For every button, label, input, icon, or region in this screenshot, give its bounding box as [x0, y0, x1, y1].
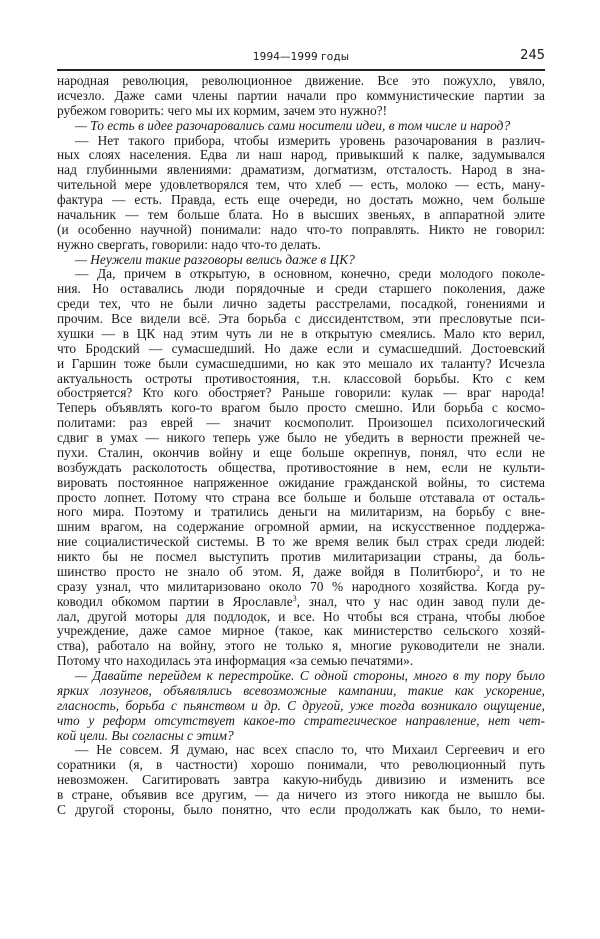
- text-line: исчезло. Даже сами члены партии начали про коммунистические партии за: [57, 87, 545, 103]
- text-line: Потому что находилась эта информация «за семью печатями».: [57, 653, 414, 669]
- text-line: рубежом говорить: чего мы их кормим, зачем это нужно?!: [57, 102, 388, 118]
- text-line: вировать постоянное напряженное ожидание гражданской войны, то система: [57, 474, 545, 490]
- text-line: актуальность остроты противостояния, т.н. классовой борьбы. Кто с кем: [57, 370, 545, 386]
- footnote-marker: 2: [476, 563, 480, 573]
- text-line: в стране, объявив все другим, — да ничего из этого никогда не вышло бы.: [57, 787, 545, 802]
- text-line: ных слоях населения. Едва ли наш народ, привыкший к палке, задумывался: [57, 147, 545, 163]
- text-line: — Нет такого прибора, чтобы измерить уровень разочарования в различ-: [75, 132, 545, 148]
- text-line: невозможен. Сагитировать завтра какую-нибудь дивизию и изменить все: [57, 772, 545, 788]
- text-line: ства), работало на войну, этого не только я, многие руководители не знали.: [57, 638, 545, 654]
- text-line: — Да, причем в открытую, в основном, конечно, среди молодого поколе-: [75, 266, 545, 282]
- footnote-marker: 3: [292, 593, 297, 603]
- question-line: — То есть в идее разочаровались сами носители идеи, в том числе и народ?: [75, 117, 511, 133]
- text-line: — Не совсем. Я думаю, нас всех спасло то, что Михаил Сергеевич и его: [75, 742, 545, 758]
- text-line: и Гаршин тоже были сумасшедшими, но как это мешало их таланту? Исчезла: [57, 355, 545, 371]
- text-line: нужно свергать, говорили: надо что-то делать.: [57, 236, 321, 252]
- text-line: С другой стороны, было понятно, что если продолжать как было, то неми-: [57, 801, 545, 817]
- text-line: никто бы не посмел выступить против милитаризации страны, да боль-: [57, 549, 545, 564]
- body-text: [57, 74, 545, 818]
- text-line: ного мира. Поэтому и тратились деньги на милитаризм, на борьбу с вне-: [57, 504, 545, 520]
- text-line: (и особенно научной) понимали: надо что-то поправлять. Никто не говорил:: [57, 221, 545, 237]
- text-line: что Бродский — сумасшедший. Но даже если и сумасшедший. Достоевский: [57, 340, 545, 356]
- question-line: кой цели. Вы согласны с этим?: [57, 727, 234, 743]
- text-segment: шинство просто не знало об этом. Я, даже войдя в Политбюро: [57, 563, 476, 579]
- text-segment: , знал, что у нас один завод пули де-: [296, 593, 546, 609]
- page-number: 245: [520, 48, 545, 63]
- text-line: сразу узнал, что милитаризовано около 70 % народного хозяйства. Когда ру-: [57, 578, 545, 594]
- text-line: обостряется? Кто кого обостряет? Раньше говорили: кулак — враг народа!: [57, 385, 545, 401]
- text-segment: ководил обкомом партии в Ярославле: [57, 593, 293, 609]
- text-line: народная революция, революционное движение. Все это пожухло, увяло,: [57, 73, 545, 88]
- text-line: чительной мере удовлетворялся тем, что хлеб — есть, молоко — есть, ману-: [57, 177, 545, 193]
- text-line: [57, 565, 545, 580]
- text-line: начальник — тем больше блата. Но в высших звеньях, в аппаратной элите: [57, 206, 545, 222]
- text-line: возбуждать расколотость общества, противостояние в нем, если не культи-: [57, 459, 545, 475]
- text-line: хушки — в ЦК над этим чуть ли не в открытую смеялись. Мало кто верил,: [57, 325, 545, 341]
- text-line: [57, 595, 545, 610]
- text-line: сдвиг в умах — никого теперь уже было не убедить в верности прежней че-: [57, 430, 545, 445]
- question-line: — Неужели такие разговоры велись даже в ЦК?: [75, 251, 355, 267]
- text-line: просто лопнет. Потому что страна все больше и больше отставала от осталь-: [57, 489, 545, 505]
- question-line: гласность, борьба с пьянством и др. С другой, уже тогда возникало ощущение,: [57, 697, 545, 713]
- text-line: ние социалистической системы. В то же время велик был страх среди людей:: [57, 534, 545, 550]
- running-title: 1994—1999 годы: [252, 51, 350, 63]
- running-header: [57, 48, 545, 68]
- question-line: что у реформ отсутствует какое-то стратегическое направление, нет чет-: [57, 712, 545, 728]
- text-line: пухи. Сталин, окончив войну и еще больше окрепнув, понял, что если не: [57, 444, 545, 460]
- text-line: фактура — есть. Правда, есть еще очереди, но достать можно, чем больше: [57, 192, 545, 207]
- question-line: — Давайте перейдем к перестройке. С одной стороны, много в ту пору было: [75, 668, 545, 683]
- header-rule: [57, 69, 545, 71]
- text-line: прочим. Все видели всё. Эта борьба с диссидентством, эти пресловутые пси-: [57, 311, 545, 326]
- text-line: над глубинными явлениями: драматизм, догматизм, отсталость. Народ в зна-: [57, 162, 545, 178]
- text-line: Теперь объявлять кого-то врагом было просто смешно. Или борьба с космо-: [57, 400, 545, 416]
- question-line: ярких лозунгов, объявлялись всевозможные кампании, такие как ускорение,: [57, 682, 545, 698]
- text-line: лал, другой моторы для подлодок, и все. Но чтобы вся страна, чтобы любое: [57, 608, 545, 624]
- text-line: политами: раз еврей — значит космополит. Произошел психологический: [57, 415, 545, 431]
- text-line: шним врагом, на содержание огромной армии, на искусственное поддержа-: [57, 519, 545, 535]
- text-segment: , и то не: [480, 563, 545, 579]
- text-line: соратники (я, в частности) хорошо понимали, что революционный путь: [57, 757, 545, 773]
- text-line: ния. Но оставались люди порядочные и среди старшего поколения, даже: [57, 281, 545, 297]
- text-line: среди тех, что не были лично задеты расстрелами, посадкой, гонениями и: [57, 296, 545, 312]
- text-line: учреждение, даже самое мирное (такое, как министерство сельского хозяй-: [57, 623, 545, 639]
